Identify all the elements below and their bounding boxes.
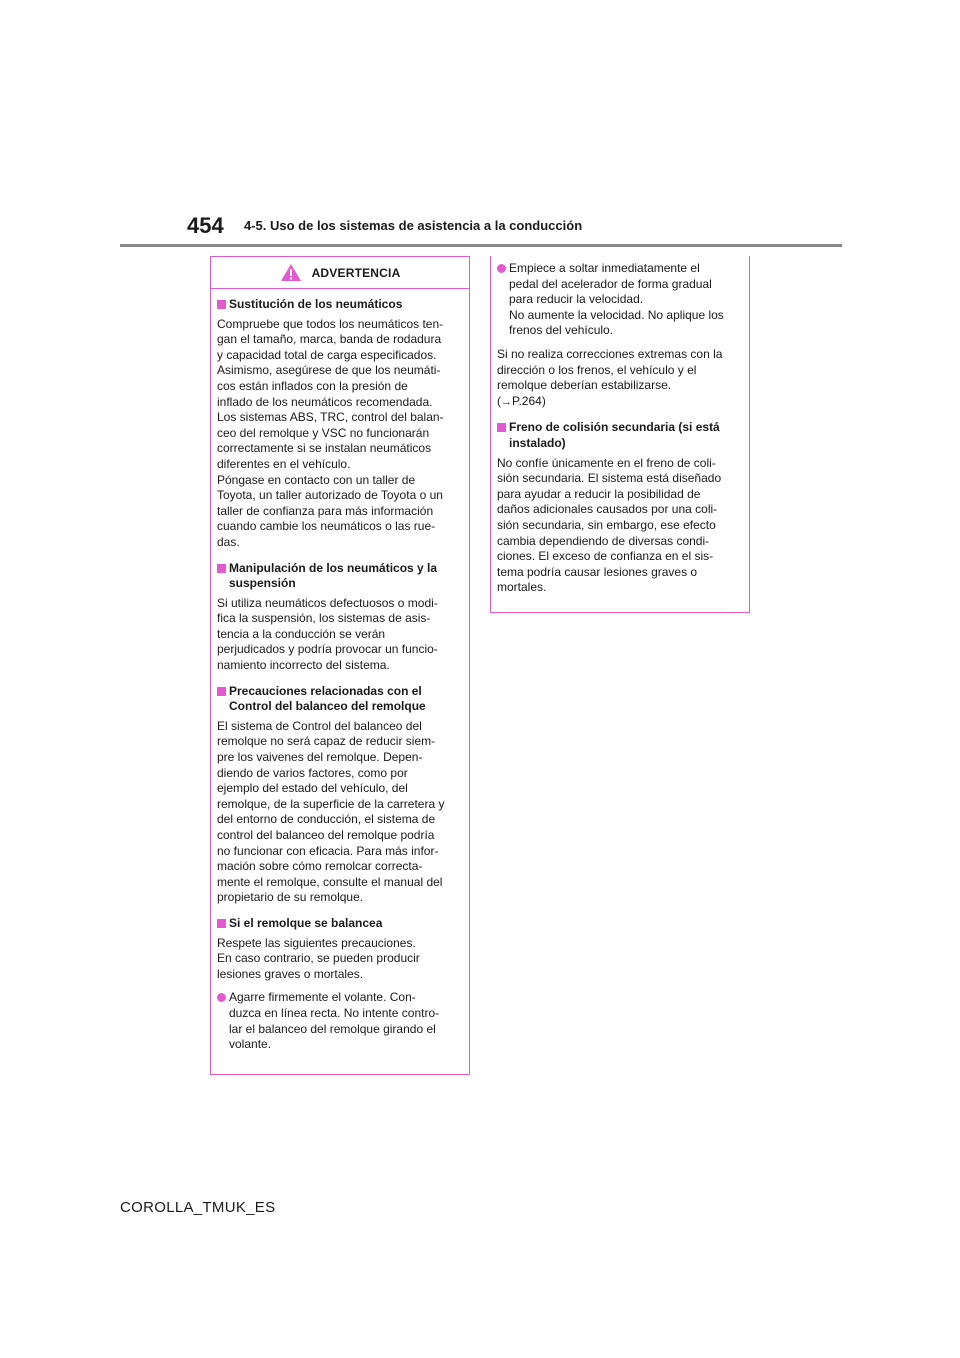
text-line: Los sistemas ABS, TRC, control del balan- (217, 410, 444, 425)
circle-bullet-icon (217, 993, 226, 1002)
text-line: diferentes en el vehículo. (217, 456, 351, 471)
text-line: del entorno de conducción, el sistema de (217, 812, 436, 827)
section-heading (217, 561, 462, 592)
text-line: Agarre firmemente el volante. Con- (229, 990, 416, 1005)
text-line: Empiece a soltar inmediatamente el (509, 261, 700, 275)
page-number: 454 (187, 213, 224, 238)
square-bullet-icon (217, 300, 226, 309)
text-line: volante. (229, 1037, 272, 1052)
text-line: mente el remolque, consulte el manual del (217, 874, 443, 889)
text-line: ciones. El exceso de confianza en el sis- (497, 549, 714, 564)
warning-title: ADVERTENCIA (311, 265, 401, 280)
text-line: Póngase en contacto con un taller de (217, 472, 416, 487)
heading-text: Si el remolque se balancea (229, 915, 383, 930)
paragraph (217, 596, 462, 674)
section-heading (497, 420, 742, 451)
square-bullet-icon (217, 919, 226, 928)
bullet-item (217, 990, 462, 1052)
square-bullet-icon (217, 687, 226, 696)
heading-text: Control del balanceo del remolque (229, 699, 426, 714)
text-line: duzca en línea recta. No intente contro- (229, 1005, 440, 1020)
text-line: mación sobre cómo remolcar correcta- (217, 859, 423, 874)
square-bullet-icon (497, 423, 506, 432)
text-line: lar el balanceo del remolque girando el (229, 1021, 436, 1036)
text-line: perjudicados y podría provocar un funcio- (217, 642, 438, 657)
section-title: 4-5. Uso de los sistemas de asistencia a la conducción (244, 218, 583, 233)
page-reference[interactable] (497, 394, 742, 411)
text-line: El sistema de Control del balanceo del (217, 718, 422, 733)
heading-text: Freno de colisión secundaria (si está (509, 420, 720, 435)
text-line: y capacidad total de carga especificados. (217, 347, 437, 362)
text-line: lesiones graves o mortales. (217, 966, 364, 981)
text-line: cambia dependiendo de diversas condi- (497, 533, 710, 548)
ref-open-paren: ( (497, 393, 501, 408)
text-line: fica la suspensión, los sistemas de asis- (217, 611, 431, 626)
text-line: frenos del vehículo. (509, 323, 614, 338)
text-line: diendo de varios factores, como por (217, 765, 408, 780)
ref-page: P.264) (512, 393, 546, 408)
text-line: para reducir la velocidad. (509, 292, 644, 307)
text-line: ejemplo del estado del vehículo, del (217, 781, 408, 796)
paragraph (497, 456, 742, 596)
text-line: Si no realiza correcciones extremas con la (497, 346, 723, 361)
paragraph (497, 347, 742, 410)
section-heading (217, 916, 462, 932)
text-line: pedal del acelerador de forma gradual (509, 276, 712, 291)
text-line: remolque no será capaz de reducir siem- (217, 734, 436, 749)
text-line: sión secundaria. El sistema está diseñado (497, 471, 722, 486)
paragraph (217, 936, 462, 983)
heading-text: suspensión (229, 576, 296, 591)
text-line: cos están inflados con la presión de (217, 378, 408, 393)
text-line: ceo del remolque y VSC no funcionarán (217, 425, 430, 440)
text-line: namiento incorrecto del sistema. (217, 658, 390, 673)
warning-box-continued (490, 256, 750, 613)
arrow-right-icon: → (501, 395, 512, 408)
text-line: No aumente la velocidad. No aplique los (509, 307, 724, 322)
text-line: remolque deberían estabilizarse. (497, 378, 672, 393)
paragraph (217, 317, 462, 551)
heading-text: Manipulación de los neumáticos y la (229, 560, 438, 575)
text-line: Si utiliza neumáticos defectuosos o modi- (217, 595, 438, 610)
document-code: COROLLA_TMUK_ES (120, 1199, 276, 1216)
text-line: pre los vaivenes del remolque. Depen- (217, 750, 423, 765)
paragraph (217, 719, 462, 906)
text-line: cuando cambie los neumáticos o las rue- (217, 519, 436, 534)
warning-triangle-icon (280, 263, 302, 282)
text-line: gan el tamaño, marca, banda de rodadura (217, 332, 442, 347)
text-line: Compruebe que todos los neumáticos ten- (217, 316, 444, 331)
text-line: das. (217, 534, 240, 549)
heading-text: instalado) (509, 435, 566, 450)
text-line: tema podría causar lesiones graves o (497, 564, 698, 579)
text-line: taller de confianza para más información (217, 503, 434, 518)
text-line: No confíe únicamente en el freno de coli- (497, 455, 716, 470)
text-line: para ayudar a reducir la posibilidad de (497, 486, 701, 501)
text-line: no funcionar con eficacia. Para más infor- (217, 843, 439, 858)
warning-header (211, 257, 469, 289)
section-heading (217, 297, 462, 313)
circle-bullet-icon (497, 264, 506, 273)
warning-content (211, 289, 469, 1053)
text-line: daños adicionales causados por una coli- (497, 502, 718, 517)
header-rule (120, 244, 842, 247)
text-line: En caso contrario, se pueden producir (217, 951, 420, 966)
text-line: mortales. (497, 580, 547, 595)
heading-text: Sustitución de los neumáticos (229, 297, 403, 311)
warning-content (491, 256, 749, 596)
text-line: sión secundaria, sin embargo, ese efecto (497, 517, 716, 532)
text-line: dirección o los frenos, el vehículo y el (497, 362, 697, 377)
text-line: Asimismo, asegúrese de que los neumáti- (217, 363, 441, 378)
text-line: propietario de su remolque. (217, 890, 364, 905)
heading-text: Precauciones relacionadas con el (229, 683, 422, 698)
section-heading (217, 684, 462, 715)
bullet-item (497, 261, 742, 339)
text-line: Toyota, un taller autorizado de Toyota o un (217, 488, 443, 503)
warning-box (210, 256, 470, 1075)
text-line: correctamente si se instalan neumáticos (217, 441, 432, 456)
text-line: Respete las siguientes precauciones. (217, 935, 416, 950)
text-line: tencia a la conducción se verán (217, 626, 386, 641)
text-line: inflado de los neumáticos recomendada. (217, 394, 433, 409)
text-line: control del balanceo del remolque podría (217, 828, 435, 842)
square-bullet-icon (217, 564, 226, 573)
text-line: remolque, de la superficie de la carretera y (217, 796, 445, 811)
